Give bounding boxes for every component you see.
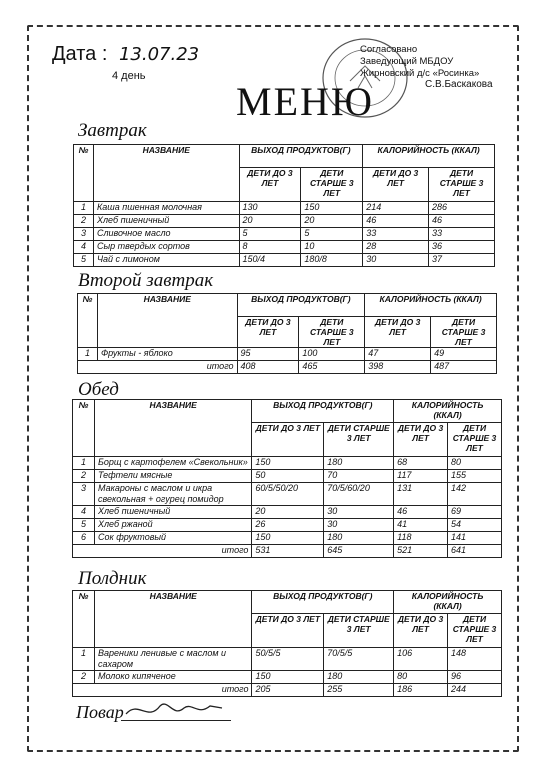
cell-c1: 118 xyxy=(394,532,448,545)
cell-o2: 180 xyxy=(324,532,394,545)
cell-name: Хлеб пшеничный xyxy=(93,215,239,228)
date-line xyxy=(52,43,199,66)
cell-c2: 286 xyxy=(429,202,495,215)
table-row xyxy=(73,532,502,545)
total-c2: 641 xyxy=(448,545,502,558)
cell-n: 1 xyxy=(73,648,95,671)
col-age-old: ДЕТИ СТАРШЕ 3 ЛЕТ xyxy=(429,168,495,202)
cell-o1: 20 xyxy=(252,506,324,519)
cell-o2: 20 xyxy=(301,215,363,228)
cell-c1: 41 xyxy=(394,519,448,532)
cell-o1: 8 xyxy=(239,241,301,254)
table-row xyxy=(74,215,495,228)
total-row xyxy=(73,684,502,697)
total-c1: 398 xyxy=(365,361,431,374)
cell-o1: 5 xyxy=(239,228,301,241)
total-o2: 645 xyxy=(324,545,394,558)
table-row xyxy=(73,519,502,532)
col-output: ВЫХОД ПРОДУКТОВ(Г) xyxy=(252,400,394,423)
col-age-young: ДЕТИ ДО 3 ЛЕТ xyxy=(252,614,324,648)
approval-line: Согласовано xyxy=(360,44,418,55)
cell-o2: 70/5/60/20 xyxy=(324,483,394,506)
cell-c2: 36 xyxy=(429,241,495,254)
cell-n: 3 xyxy=(74,228,94,241)
col-output: ВЫХОД ПРОДУКТОВ(Г) xyxy=(237,294,365,317)
cell-o2: 150 xyxy=(301,202,363,215)
cell-c2: 80 xyxy=(448,457,502,470)
cell-c1: 117 xyxy=(394,470,448,483)
col-age-young: ДЕТИ ДО 3 ЛЕТ xyxy=(237,317,299,348)
cell-name: Сыр твердых сортов xyxy=(93,241,239,254)
col-output: ВЫХОД ПРОДУКТОВ(Г) xyxy=(252,591,394,614)
col-age-old: ДЕТИ СТАРШЕ 3 ЛЕТ xyxy=(448,423,502,457)
menu-table-snack xyxy=(72,590,502,697)
total-c1: 521 xyxy=(394,545,448,558)
cell-c1: 68 xyxy=(394,457,448,470)
cell-c2: 148 xyxy=(448,648,502,671)
cell-o1: 50 xyxy=(252,470,324,483)
col-name: НАЗВАНИЕ xyxy=(94,591,251,648)
page-title: МЕНЮ xyxy=(236,79,374,124)
approval-line: Жирновский д/с «Росинка» xyxy=(360,68,480,79)
col-age-old: ДЕТИ СТАРШЕ 3 ЛЕТ xyxy=(301,168,363,202)
cell-c1: 28 xyxy=(363,241,429,254)
cell-o1: 150 xyxy=(252,532,324,545)
cell-n: 2 xyxy=(74,215,94,228)
col-name: НАЗВАНИЕ xyxy=(97,294,237,348)
table-row xyxy=(73,483,502,506)
cell-n: 5 xyxy=(73,519,95,532)
date-value: 13.07.23 xyxy=(118,44,200,65)
total-o2: 465 xyxy=(299,361,365,374)
total-c2: 487 xyxy=(431,361,497,374)
col-age-young: ДЕТИ ДО 3 ЛЕТ xyxy=(394,614,448,648)
cell-c1: 46 xyxy=(363,215,429,228)
cook-signature xyxy=(118,696,238,722)
total-label: итого xyxy=(73,684,252,697)
table-row xyxy=(74,254,495,267)
col-age-young: ДЕТИ ДО 3 ЛЕТ xyxy=(394,423,448,457)
day-number: 4 день xyxy=(112,70,146,82)
cell-c1: 30 xyxy=(363,254,429,267)
table-row xyxy=(74,241,495,254)
cell-o2: 180 xyxy=(324,457,394,470)
total-row xyxy=(78,361,497,374)
menu-table-second-breakfast xyxy=(77,293,497,374)
col-age-young: ДЕТИ ДО 3 ЛЕТ xyxy=(365,317,431,348)
cell-name: Фрукты - яблоко xyxy=(97,348,237,361)
cell-name: Сливочное масло xyxy=(93,228,239,241)
col-calories: КАЛОРИЙНОСТЬ (ККАЛ) xyxy=(394,400,502,423)
cell-c1: 47 xyxy=(365,348,431,361)
cell-o2: 30 xyxy=(324,506,394,519)
col-age-old: ДЕТИ СТАРШЕ 3 ЛЕТ xyxy=(324,614,394,648)
cell-name: Хлеб пшеничный xyxy=(94,506,251,519)
menu-table-breakfast xyxy=(73,144,495,267)
cell-n: 1 xyxy=(73,457,95,470)
col-num: № xyxy=(74,145,94,202)
section-title-lunch: Обед xyxy=(78,379,119,400)
col-num: № xyxy=(73,400,95,457)
cell-o2: 5 xyxy=(301,228,363,241)
cell-o1: 60/5/50/20 xyxy=(252,483,324,506)
col-output: ВЫХОД ПРОДУКТОВ(Г) xyxy=(239,145,363,168)
cell-n: 2 xyxy=(73,671,95,684)
cell-c2: 142 xyxy=(448,483,502,506)
cell-name: Чай с лимоном xyxy=(93,254,239,267)
total-c1: 186 xyxy=(394,684,448,697)
cell-o1: 150/4 xyxy=(239,254,301,267)
col-age-young: ДЕТИ ДО 3 ЛЕТ xyxy=(252,423,324,457)
total-label: итого xyxy=(78,361,238,374)
cell-name: Тефтели мясные xyxy=(94,470,251,483)
table-row xyxy=(74,202,495,215)
cell-o1: 26 xyxy=(252,519,324,532)
cell-o1: 130 xyxy=(239,202,301,215)
cell-c2: 69 xyxy=(448,506,502,519)
cell-o1: 150 xyxy=(252,457,324,470)
table-row xyxy=(78,348,497,361)
section-title-breakfast: Завтрак xyxy=(78,120,147,141)
cell-n: 6 xyxy=(73,532,95,545)
cell-c2: 155 xyxy=(448,470,502,483)
col-age-young: ДЕТИ ДО 3 ЛЕТ xyxy=(363,168,429,202)
table-row xyxy=(73,671,502,684)
cell-n: 2 xyxy=(73,470,95,483)
cell-o2: 30 xyxy=(324,519,394,532)
approval-line: Заведующий МБДОУ xyxy=(360,56,454,67)
col-name: НАЗВАНИЕ xyxy=(93,145,239,202)
cell-n: 3 xyxy=(73,483,95,506)
col-age-young: ДЕТИ ДО 3 ЛЕТ xyxy=(239,168,301,202)
total-label: итого xyxy=(73,545,252,558)
cell-name: Сок фруктовый xyxy=(94,532,251,545)
cell-c2: 33 xyxy=(429,228,495,241)
table-row xyxy=(73,457,502,470)
cell-n: 4 xyxy=(74,241,94,254)
cell-c2: 54 xyxy=(448,519,502,532)
cell-c2: 49 xyxy=(431,348,497,361)
cell-o1: 150 xyxy=(252,671,324,684)
col-age-old: ДЕТИ СТАРШЕ 3 ЛЕТ xyxy=(299,317,365,348)
table-row xyxy=(73,470,502,483)
total-c2: 244 xyxy=(448,684,502,697)
col-age-old: ДЕТИ СТАРШЕ 3 ЛЕТ xyxy=(324,423,394,457)
cell-name: Макароны с маслом и икра свекольная + огурец помидор xyxy=(94,483,251,506)
total-o2: 255 xyxy=(324,684,394,697)
section-title-second-breakfast: Второй завтрак xyxy=(78,270,214,291)
cell-name: Каша пшенная молочная xyxy=(93,202,239,215)
col-calories: КАЛОРИЙНОСТЬ (ККАЛ) xyxy=(363,145,495,168)
total-o1: 408 xyxy=(237,361,299,374)
cell-o1: 20 xyxy=(239,215,301,228)
total-row xyxy=(73,545,502,558)
cell-o2: 180 xyxy=(324,671,394,684)
col-age-old: ДЕТИ СТАРШЕ 3 ЛЕТ xyxy=(431,317,497,348)
cell-n: 1 xyxy=(74,202,94,215)
cell-c2: 46 xyxy=(429,215,495,228)
col-calories: КАЛОРИЙНОСТЬ (ККАЛ) xyxy=(394,591,502,614)
cell-n: 1 xyxy=(78,348,98,361)
cell-n: 5 xyxy=(74,254,94,267)
cell-c1: 214 xyxy=(363,202,429,215)
cell-c1: 106 xyxy=(394,648,448,671)
cook-label: Повар xyxy=(76,702,124,722)
cell-o1: 50/5/5 xyxy=(252,648,324,671)
cell-o2: 100 xyxy=(299,348,365,361)
total-o1: 531 xyxy=(252,545,324,558)
table-row xyxy=(74,228,495,241)
cell-c2: 37 xyxy=(429,254,495,267)
section-title-snack: Полдник xyxy=(78,568,147,589)
cell-c2: 96 xyxy=(448,671,502,684)
col-name: НАЗВАНИЕ xyxy=(94,400,251,457)
cell-name: Хлеб ржаной xyxy=(94,519,251,532)
total-o1: 205 xyxy=(252,684,324,697)
approval-stamp xyxy=(360,44,479,80)
table-row xyxy=(73,506,502,519)
cell-n: 4 xyxy=(73,506,95,519)
signer-name: С.В.Баскакова xyxy=(425,79,493,90)
cell-o1: 95 xyxy=(237,348,299,361)
cell-c1: 33 xyxy=(363,228,429,241)
col-age-old: ДЕТИ СТАРШЕ 3 ЛЕТ xyxy=(448,614,502,648)
date-label: Дата : xyxy=(52,43,108,65)
cell-name: Молоко кипяченое xyxy=(94,671,251,684)
cell-o2: 70/5/5 xyxy=(324,648,394,671)
menu-table-lunch xyxy=(72,399,502,558)
table-row xyxy=(73,648,502,671)
col-num: № xyxy=(78,294,98,348)
cell-o2: 180/8 xyxy=(301,254,363,267)
cell-c1: 46 xyxy=(394,506,448,519)
cell-o2: 70 xyxy=(324,470,394,483)
col-num: № xyxy=(73,591,95,648)
cell-c2: 141 xyxy=(448,532,502,545)
col-calories: КАЛОРИЙНОСТЬ (ККАЛ) xyxy=(365,294,497,317)
cell-name: Борщ с картофелем «Свекольник» xyxy=(94,457,251,470)
cell-c1: 131 xyxy=(394,483,448,506)
cell-name: Вареники ленивые с маслом и сахаром xyxy=(94,648,251,671)
cell-c1: 80 xyxy=(394,671,448,684)
cell-o2: 10 xyxy=(301,241,363,254)
